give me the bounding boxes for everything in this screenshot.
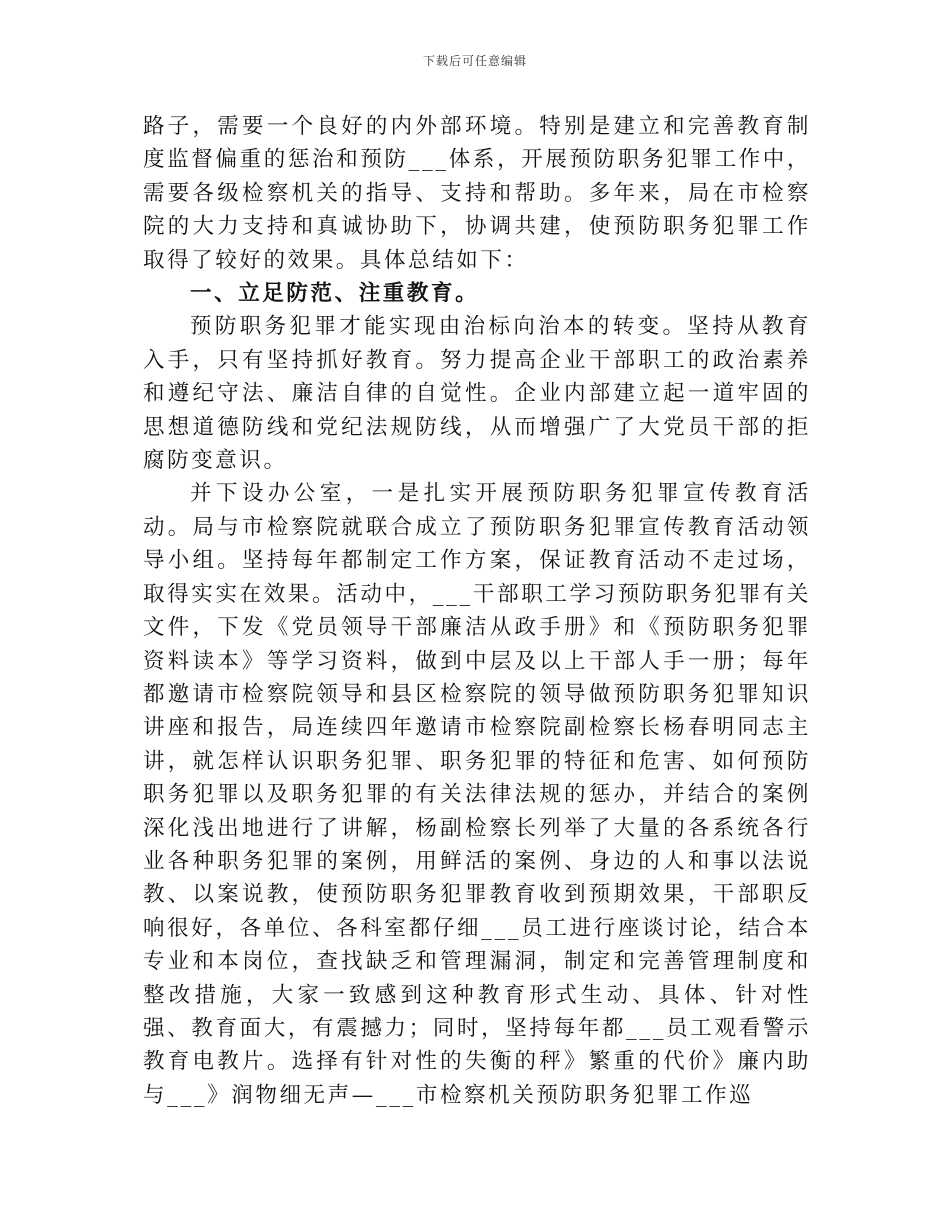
- section-heading: 一、立足防范、注重教育。: [190, 281, 480, 307]
- page-header: 下载后可任意编辑: [422, 54, 527, 68]
- paragraph-continuation: 路子，需要一个良好的内外部环境。特别是建立和完善教育制度监督偏重的惩治和预防___体系，开展预防职务犯罪工作中，需要各级检察机关的指导、支持和帮助。多年来，局在市检察院的大力支持和真诚协助下，协调共建，使预防职务犯罪工作取得了较好的效果。具体总结如下：: [143, 114, 811, 273]
- paragraph-body: 预防职务犯罪才能实现由治标向治本的转变。坚持从教育入手，只有坚持抓好教育。努力提高企业干部职工的政治素养和遵纪守法、廉洁自律的自觉性。企业内部建立起一道牢固的思想道德防线和党纪法规防线，从而增强广了大党员干部的拒腐防变意识。: [143, 314, 811, 474]
- document-body: [143, 110, 811, 1112]
- paragraph-body: 并下设办公室，一是扎实开展预防职务犯罪宣传教育活动。局与市检察院就联合成立了预防职务犯罪宣传教育活动领导小组。坚持每年都制定工作方案，保证教育活动不走过场，取得实实在效果。活动中，___干部职工学习预防职务犯罪有关文件，下发《党员领导干部廉洁从政手册》和《预防职务犯罪资料读本》等学习资料，做到中层及以上干部人手一册；每年都邀请市检察院领导和县区检察院的领导做预防职务犯罪知识讲座和报告，局连续四年邀请市检察院副检察长杨春明同志主讲，就怎样认识职务犯罪、职务犯罪的特征和危害、如何预防职务犯罪以及职务犯罪的有关法律法规的惩办，并结合的案例深化浅出地进行了讲解，杨副检察长列举了大量的各系统各行业各种职务犯罪的案例，用鲜活的案例、身边的人和事以法说教、以案说教，使预防职务犯罪教育收到预期效果，干部职反响很好，各单位、各科室都仔细___员工进行座谈讨论，结合本专业和本岗位，查找缺乏和管理漏洞，制定和完善管理制度和整改措施，大家一致感到这种教育形式生动、具体、针对性强、教育面大，有震撼力；同时，坚持每年都___员工观看警示教育电教片。选择有针对性的失衡的秤》繁重的代价》廉内助与___》润物细无声—___市检察机关预防职务犯罪工作巡: [143, 481, 811, 1108]
